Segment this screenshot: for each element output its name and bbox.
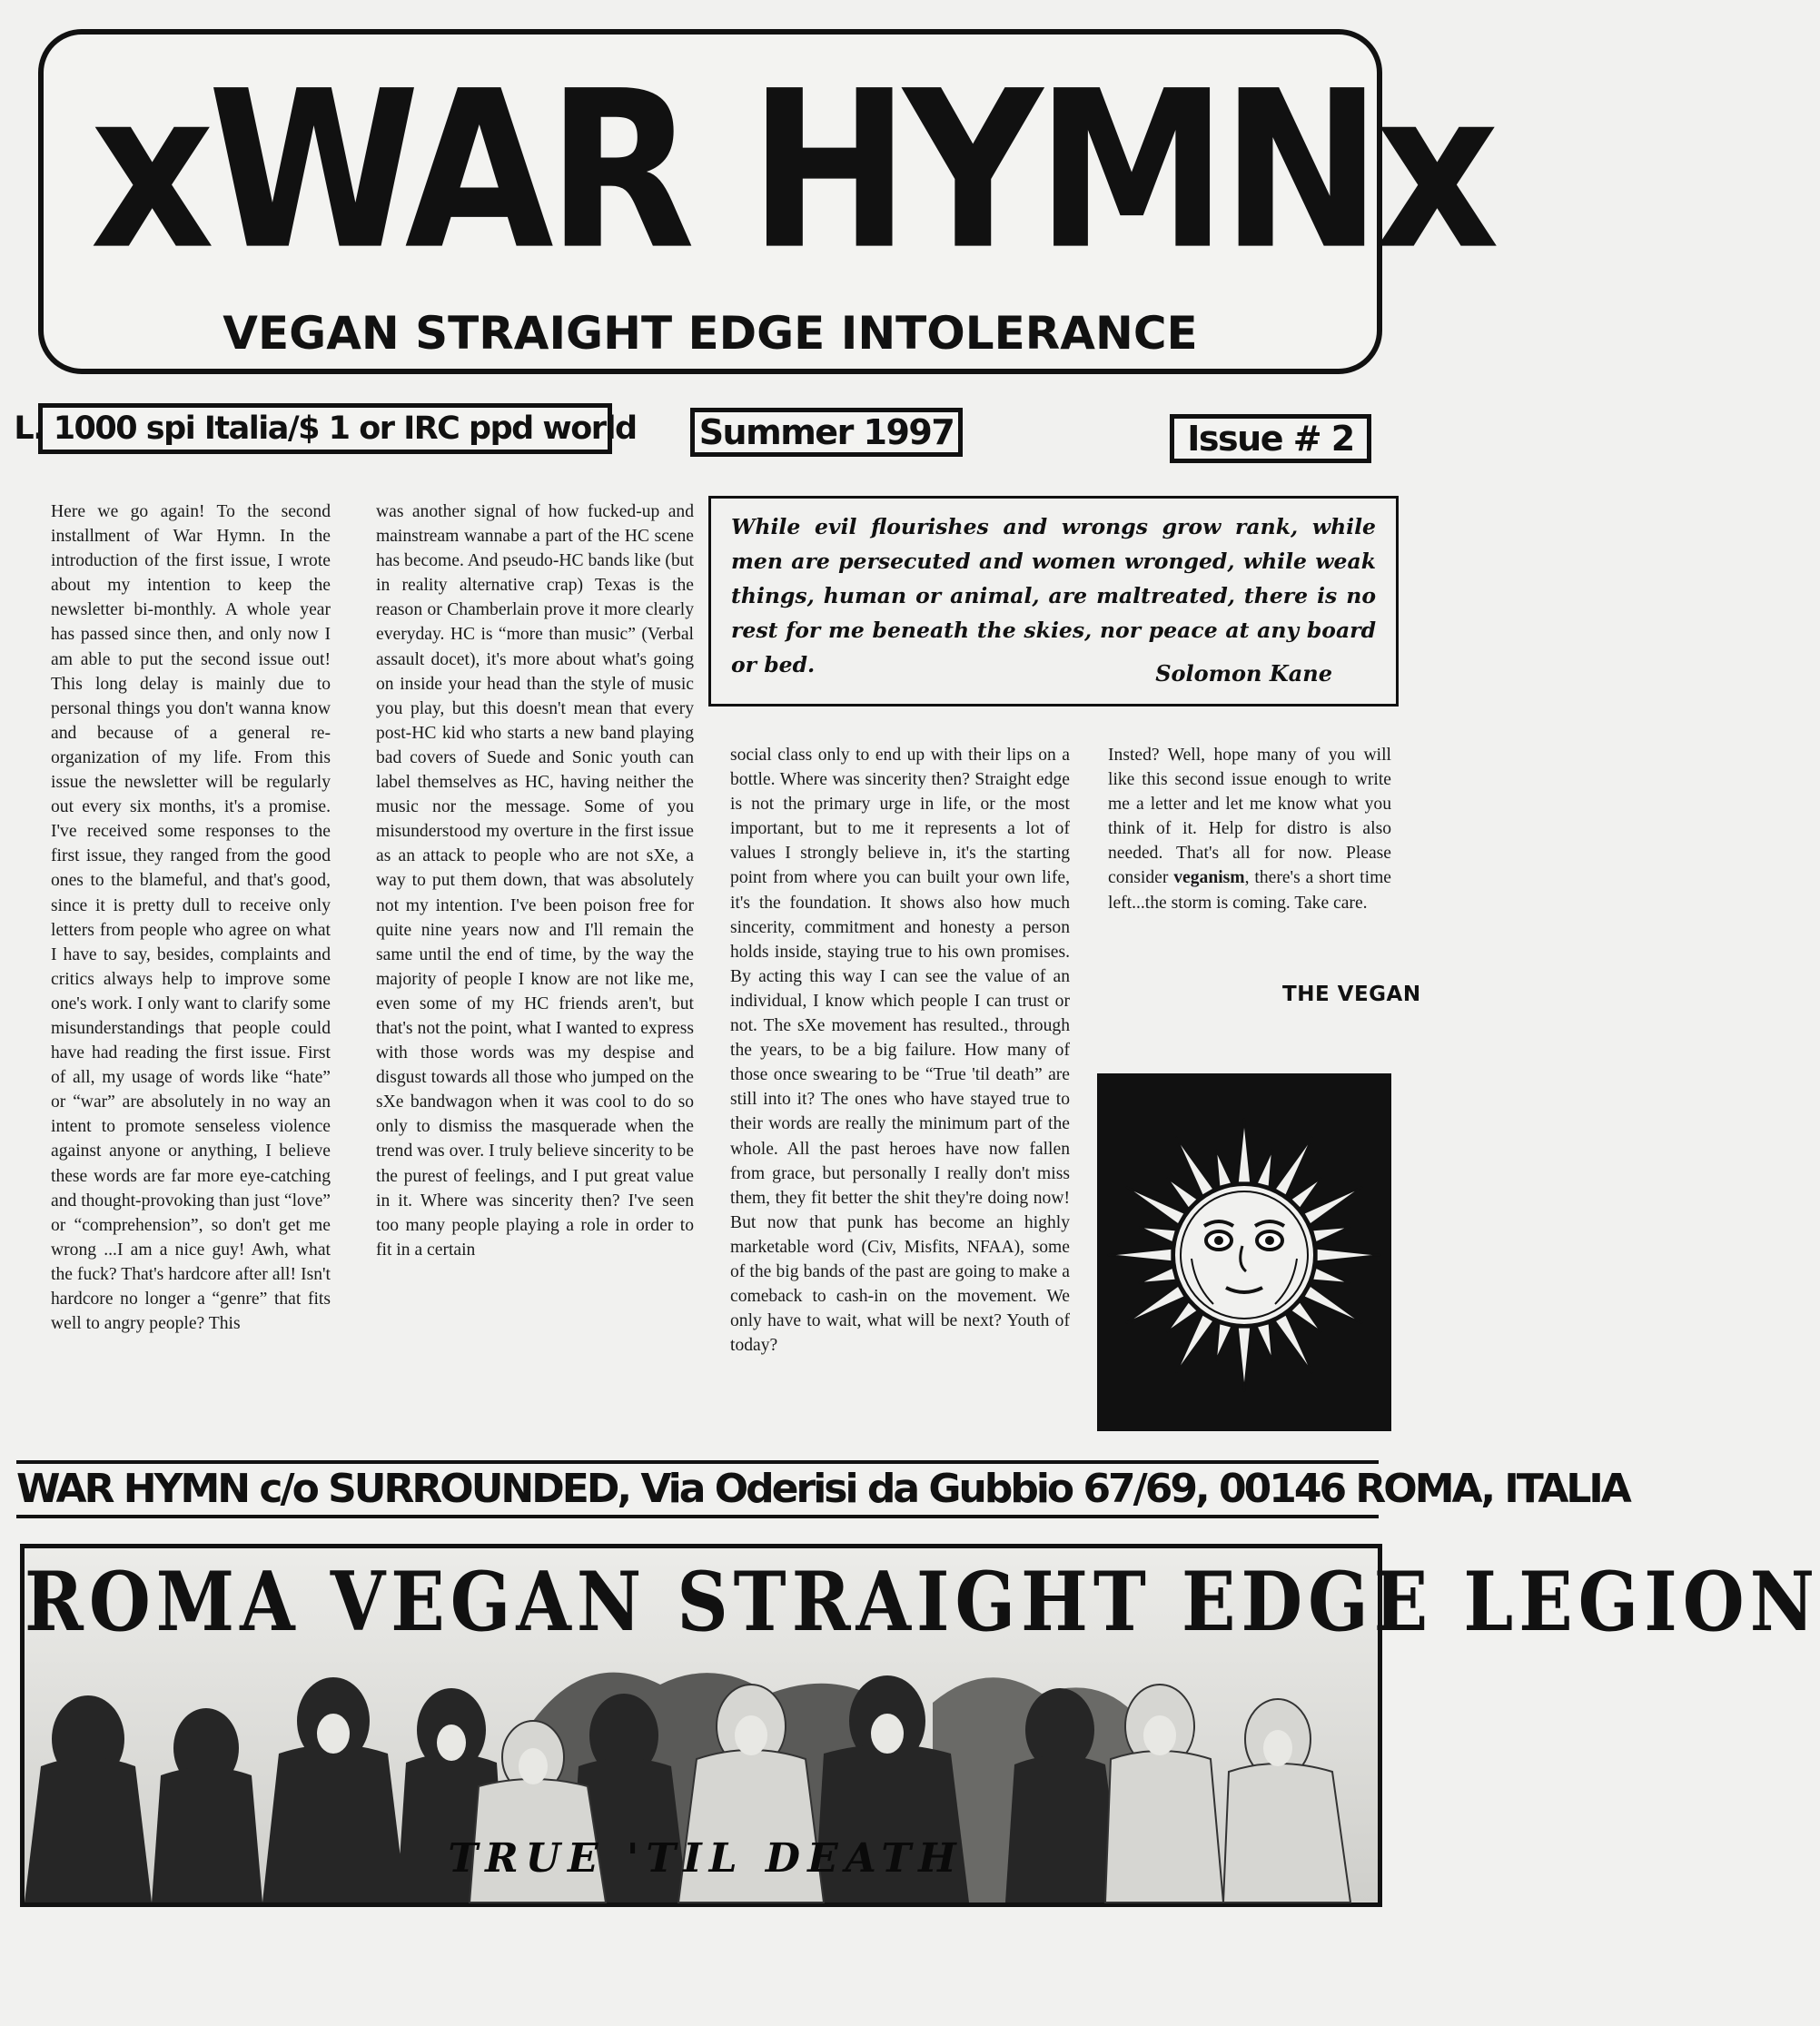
article-column-1	[51, 499, 331, 1336]
article-text-3: social class only to end up with their lips on a bottle. Where was sincerity then? Straight edge is not the primary urge in life, or the most important, but to me it represents a lot of values I strongly believe in, it's the starting point from where you can built your own life, it's the foundation. It shows also how much sincerity, commitment and honesty a person holds inside, staying true to his own promises. By acting this way I can see the value of an individual, I know which people I can trust or not. The sXe movement has resulted., through the years, to be a big failure. How many of those once swearing to be “True 'til death” are still into it? The ones who have stayed true to their words are really the minimum part of the whole. All the past heroes have now fallen from grace, but personally I really don't miss them, they fit better the shit they're doing now! But now that punk has become an highly marketable word (Civ, Misfits, NFAA), some of the big bands of the past are going to make a comeback to cash-in on the movement. We only have to wait, what will be next? Youth of today?	[730, 746, 1070, 1356]
date-box: Summer 1997	[690, 408, 963, 457]
masthead-subtitle: VEGAN STRAIGHT EDGE INTOLERANCE	[223, 307, 1198, 360]
issue-box: Issue # 2	[1170, 414, 1371, 463]
masthead	[38, 29, 1493, 374]
article-text-2: was another signal of how fucked-up and mainstream wannabe a part of the HC scene has become. And pseudo-HC bands like (but in reality alternative crap) Texas is the reason or Chamberlain prove it more clearly everyday. HC is “more than music” (Verbal assault docet), it's more about what's going on inside your head than the style of music you play, but this doesn't mean that every post-HC kid who starts a new band playing bad covers of Suede and Sonic youth can label themselves as HC, having neither the music nor the message. Some of you misunderstood my overture in the first issue as an attack to people who are not sXe, a way to put them down, that was absolutely not my intention. I've been poison free for quite nine years now and I'll remain the same until the end of time, by the way the majority of people I know are not like me, even some of my HC friends aren't, but that's not the point, what I wanted to express with those words was my despise and disgust towards all those who jumped on the sXe bandwagon when it was cool to do so only to dismiss the masquerade when the trend was over. I truly believe sincerity to be the purest of feelings, and I put great value in it. Where was sincerity then? I've seen too many people playing a role in order to fit in a certain	[376, 502, 694, 1260]
mailing-address: WAR HYMN c/o SURROUNDED, Via Oderisi da Gubbio 67/69, 00146 ROMA, ITALIA	[16, 1460, 1379, 1518]
sun-icon	[1101, 1077, 1388, 1428]
photo-caption: TRUE 'TIL DEATH	[448, 1835, 964, 1882]
sun-woodcut	[1097, 1073, 1391, 1431]
photo-title: ROMA VEGAN STRAIGHT EDGE LEGION	[25, 1555, 1820, 1650]
article-column-2	[376, 499, 694, 1262]
article-text-4b: , there's a short time left...the storm is coming. Take care.	[1108, 868, 1392, 913]
band-photo-banner	[20, 1544, 1820, 1907]
quote-text: While evil flourishes and wrongs grow rank, while men are persecuted and women wronged, while weak things, human or animal, are maltreated, there is no rest for me beneath the skies, nor peace at any board or bed.	[731, 514, 1376, 677]
signature: THE VEGAN	[1282, 983, 1421, 1006]
quote-box	[708, 496, 1399, 707]
article-column-3	[730, 743, 1070, 1358]
article-text-4a: Insted? Well, hope many of you will like this second issue enough to write me a letter and let me know what you think of it. Help for distro is also needed. That's all for now. Please consider	[1108, 746, 1391, 888]
veganism-emphasis: veganism	[1173, 868, 1245, 888]
article-text-1: Here we go again! To the second installment of War Hymn. In the introduction of the first issue, I wrote about my intention to keep the newsletter bi-monthly. A whole year has passed since then, and only now I am able to put the second issue out! This long delay is mainly due to personal things you don't wanna know and because of a general re-organization of my life. From this issue the newsletter will be regularly out every six months, it's a promise. I've received some responses to the first issue, they ranged from the good ones to the blameful, and that's good, since it is pretty dull to receive only letters from people who agree on what I have to say, besides, complaints and critics always help to improve some one's work. I only want to clarify some misunderstandings that people could have had reading the first issue. First of all, my usage of words like “hate” or “war” are absolutely in no way an intent to promote senseless violence against anyone or anything, I believe these words are far more eye-catching and thought-provoking than just “love” or “comprehension”, so don't get me wrong ...I am a nice guy! Awh, what the fuck? That's hardcore after all! Isn't hardcore no longer a “genre” that fits well to angry people? This	[51, 502, 331, 1334]
article-text-4	[1108, 743, 1391, 915]
article-column-4	[1108, 743, 1391, 915]
quote-author: Solomon Kane	[1155, 660, 1332, 687]
price-box: L. 1000 spi Italia/$ 1 or IRC ppd world	[38, 403, 612, 454]
masthead-title: xWAR HYMNx	[90, 44, 1493, 298]
